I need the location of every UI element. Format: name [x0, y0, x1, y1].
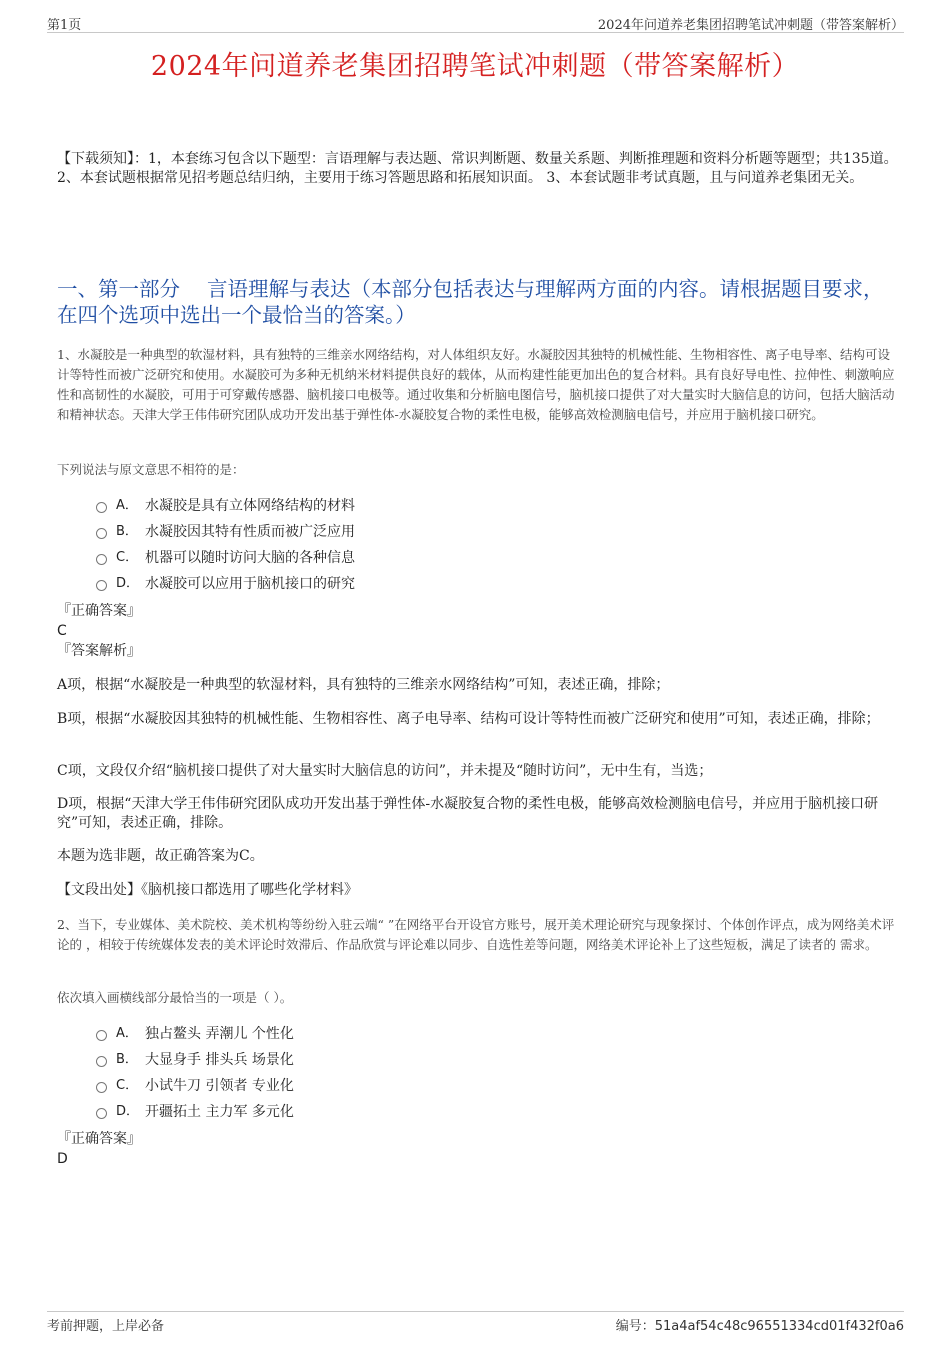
radio-icon[interactable] [96, 580, 107, 591]
radio-icon[interactable] [96, 554, 107, 565]
q2-options [96, 1021, 796, 1125]
q1-options [96, 493, 796, 597]
page-number: 第1页 [47, 18, 82, 33]
header-doc-title: 2024年问道养老集团招聘笔试冲刺题（带答案解析） [597, 18, 904, 33]
page-title: 2024年问道养老集团招聘笔试冲刺题（带答案解析） [150, 51, 800, 82]
q1-source: 【文段出处】《脑机接口都选用了哪些化学材料》 [57, 882, 358, 898]
q1-analysis-d: D项，根据“天津大学王伟伟研究团队成功开发出基于弹性体-水凝胶复合物的柔性电极，能够高效检测脑电信号，并应用于脑机接口研究”可知，表述正确，排除。 [57, 796, 879, 831]
q2-option-a[interactable]: A． 独占鳌头 弄潮儿 个性化 [96, 1021, 796, 1047]
section-heading: 一、第一部分 言语理解与表达（本部分包括表达与理解两方面的内容。请根据题目要求，在四个选项中选出一个最恰当的答案。） [57, 277, 884, 327]
q1-question: 下列说法与原文意思不相符的是： [57, 462, 245, 477]
q1-option-a[interactable]: A． 水凝胶是具有立体网络结构的材料 [96, 493, 796, 519]
q1-answer-label: 『正确答案』 [57, 603, 141, 619]
q2-answer-label: 『正确答案』 [57, 1131, 141, 1147]
q1-answer: C [57, 623, 67, 639]
q2-option-d[interactable]: D． 开疆拓土 主力军 多元化 [96, 1099, 796, 1125]
footer-code: 编号：51a4af54c48c96551334cd01f432f0a6 [615, 1319, 904, 1334]
radio-icon[interactable] [96, 528, 107, 539]
radio-icon[interactable] [96, 1030, 107, 1041]
q1-analysis-label: 『答案解析』 [57, 643, 141, 659]
q1-analysis-b: B项，根据“水凝胶因其独特的机械性能、生物相容性、离子电导率、结构可设计等特性而被广泛研究和使用”可知，表述正确，排除； [57, 711, 880, 727]
download-notice: 【下载须知】：1，本套练习包含以下题型：言语理解与表达题、常识判断题、数量关系题、判断推理题和资料分析题等题型；共135道。 2、本套试题根据常见招考题总结归纳，主要用于练习答题思路和拓展知识面。 3、本套试题非考试真题，且与问道养老集团无关。 [57, 151, 898, 186]
radio-icon[interactable] [96, 1082, 107, 1093]
page-header [47, 14, 904, 33]
q2-option-b[interactable]: B． 大显身手 排头兵 场景化 [96, 1047, 796, 1073]
page-footer [47, 1311, 904, 1332]
footer-slogan: 考前押题，上岸必备 [47, 1319, 165, 1334]
q2-passage: 2、当下，专业媒体、美术院校、美术机构等纷纷入驻云端“ ”在网络平台开设官方账号，展开美术理论研究与现象探讨、个体创作评点，成为网络美术评论的 ，相较于传统媒体发表的美术评论时效滞后、作品欣赏与评论难以同步、自选性差等问题，网络美术评论补上了这些短板，满足了读者的 需求。 [57, 917, 895, 952]
q1-analysis-a: A项，根据“水凝胶是一种典型的软湿材料，具有独特的三维亲水网络结构”可知，表述正确，排除； [57, 677, 670, 693]
q2-question: 依次填入画横线部分最恰当的一项是（ ）。 [57, 990, 293, 1005]
radio-icon[interactable] [96, 1108, 107, 1119]
q1-passage: 1、水凝胶是一种典型的软湿材料，具有独特的三维亲水网络结构，对人体组织友好。水凝胶因其独特的机械性能、生物相容性、离子电导率、结构可设计等特性而被广泛研究和使用。水凝胶可为多种无机纳米材料提供良好的载体，从而构建性能更加出色的复合材料。具有良好导电性、拉伸性、刺激响应性和高韧性的水凝胶，可用于可穿戴传感器、脑机接口电极等。通过收集和分析脑电图信号，脑机接口提供了对大量实时大脑信息的访问，包括大脑活动和精神状态。天津大学王伟伟研究团队成功开发出基于弹性体-水凝胶复合物的柔性电极，能够高效检测脑电信号，并应用于脑机接口研究。 [57, 347, 895, 422]
q1-conclusion: 本题为选非题，故正确答案为C。 [57, 848, 264, 864]
q1-analysis-c: C项，文段仅介绍“脑机接口提供了对大量实时大脑信息的访问”，并未提及“随时访问”，无中生有，当选； [57, 763, 713, 779]
q2-answer: D [57, 1151, 68, 1167]
q1-option-c[interactable]: C． 机器可以随时访问大脑的各种信息 [96, 545, 796, 571]
radio-icon[interactable] [96, 502, 107, 513]
q1-option-d[interactable]: D． 水凝胶可以应用于脑机接口的研究 [96, 571, 796, 597]
q2-option-c[interactable]: C． 小试牛刀 引领者 专业化 [96, 1073, 796, 1099]
q1-option-b[interactable]: B． 水凝胶因其特有性质而被广泛应用 [96, 519, 796, 545]
radio-icon[interactable] [96, 1056, 107, 1067]
